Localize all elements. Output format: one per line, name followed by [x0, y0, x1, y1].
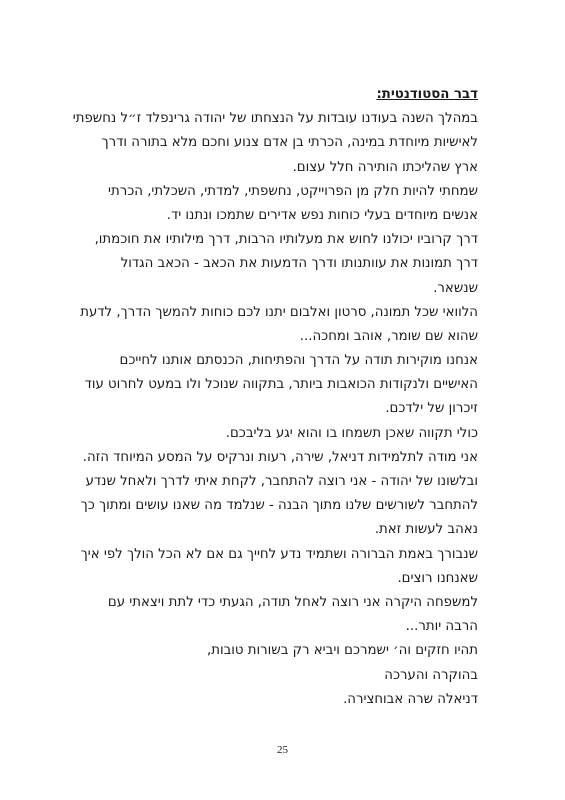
text-line: ארץ שהליכתו הותירה חלל עצום. — [292, 159, 478, 175]
text-line: שנבורך באמת הברורה ושתמיד נדע לחייך גם אם לא הכל הולך לפי איך — [80, 546, 478, 562]
text-line: שאנחנו רוצים. — [397, 570, 478, 586]
text-line: כולי תקווה שאכן תשמחו בו והוא יגע בליבכם. — [225, 425, 478, 441]
text-line: תהיו חזקים וה׳ ישמרכם ויביא רק בשורות טובות, — [207, 643, 478, 659]
text-line: דרך קרוביו יכולנו לחוש את מעלותיו הרבות, דרך מילותיו את חוכמתו, — [94, 232, 478, 248]
text-line: למשפחה היקרה אני רוצה לאחל תודה, הגעתי כדי לתת ויצאתי עם — [107, 594, 478, 610]
text-line: בהוקרה והערכה — [384, 667, 478, 683]
text-line: ובלשונו של יהודה - אני רוצה להתחבר, לקחת איתי לדרך ולאחל שנדע — [85, 474, 478, 489]
text-line: לאישיות מיוחדת במינה, הכרתי בן אדם צנוע וחכם מלא בתורה ודרך — [101, 135, 478, 151]
text-line: אני מודה לתלמידות דניאל, שירה, רעות ונרקיס על המסע המיוחד הזה. — [82, 449, 478, 465]
letter-body — [72, 83, 478, 712]
text-line: שהוא שם שומר, אוהב ומחכה... — [299, 328, 478, 344]
text-line: הרבה יותר... — [405, 619, 478, 635]
text-line: אנחנו מוקירות תודה על הדרך והפתיחות, הכנסתם אותנו לחייכם — [119, 353, 478, 369]
text-line: האישיים ולנקודות הכואבות ביותר, בתקווה שנוכל ולו במעט לחרוט עוד — [84, 377, 478, 393]
text-line: זיכרון של ילדכם. — [385, 401, 478, 417]
text-line: הלוואי שכל תמונה, סרטון ואלבום יתנו לכם כוחות להמשך הדרך, לדעת — [80, 304, 478, 320]
text-line: להתחבר לשורשים שלנו מתוך הבנה - שנלמד מה שאנו עושים ומתוך כך — [80, 498, 478, 514]
text-line: דרך תמונות את עוותנותו ודרך הדמעות את הכאב - הכאב הגדול — [120, 256, 478, 272]
text-line: נאהב לעשות זאת. — [374, 522, 478, 538]
text-line: במהלך השנה בעודנו עובדות על הנצחתו של יהודה גרינפלד ז״ל נחשפתי — [72, 111, 478, 127]
text-line: שנשאר. — [433, 280, 478, 296]
page-number: 25 — [277, 744, 288, 756]
text-line: אנשים מיוחדים בעלי כוחות נפש אדירים שתמכו ונתנו יד. — [166, 207, 478, 223]
text-line: שמחתי להיות חלק מן הפרוייקט, נחשפתי, למדתי, השכלתי, הכרתי — [108, 183, 478, 199]
letter-heading: דבר הסטודנטית: — [376, 87, 478, 102]
signature-line: דניאלה שרה אבוחצירה. — [343, 691, 478, 707]
